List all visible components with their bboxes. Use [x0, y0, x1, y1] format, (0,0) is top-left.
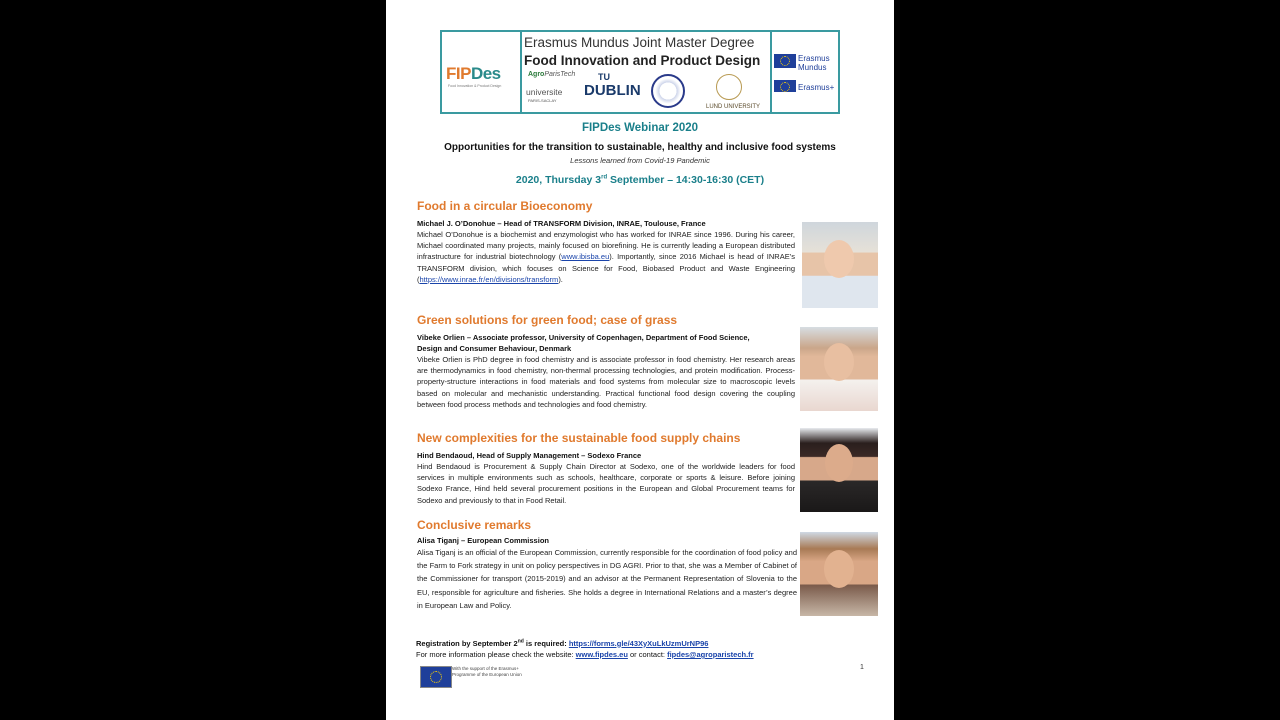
speaker-bio: Vibeke Orlien is PhD degree in food chemistry and is associate professor in food chemistry. Her research areas are thermodynamics in food chemistry, non-thermal processing technologies, and protein modification. Process-property-structure interactions in food materials and food systems from molecular size to macroscopic levels based on molecular and mechanistic understanding. Practical functional food design covering the coupling between food process methods and technologies and food chemistry. [417, 355, 795, 409]
registration-line: Registration by September 2nd is required: https://forms.gle/43XyXuLkUzmUrNP96 [416, 638, 709, 648]
banner-title-line2: Food Innovation and Product Design [524, 53, 761, 68]
webinar-title: FIPDes Webinar 2020 [581, 122, 699, 134]
speaker-name: Michael J. O’Donohue – Head of TRANSFORM Division, INRAE, Toulouse, France [417, 219, 706, 228]
webinar-tagline: Lessons learned from Covid-19 Pandemic [570, 156, 710, 165]
inrae-transform-link[interactable]: https://www.inrae.fr/en/divisions/transform [419, 274, 559, 284]
webinar-date: 2020, Thursday 3rd September – 14:30-16:30 (CET) [515, 174, 765, 186]
tu-dublin-logo-mark: TU [598, 72, 610, 82]
eu-flag-icon [420, 666, 452, 688]
erasmus-mundus-label: Erasmus Mundus [798, 54, 830, 72]
speaker-photo [800, 532, 878, 616]
eu-support-text: With the support of the Erasmus+ Programme of the European Union [452, 666, 522, 677]
ibisba-link[interactable]: www.ibisba.eu [561, 252, 610, 262]
banner-title-panel [520, 32, 772, 112]
eu-flag-icon [774, 80, 796, 92]
banner-logo-panel [442, 32, 522, 112]
website-link[interactable]: www.fipdes.eu [575, 650, 628, 659]
speaker-bio: Hind Bendaoud is Procurement & Supply Chain Director at Sodexo, one of the worldwide leaders for food services in multiple environments such as schools, healthcare, corporate or sports & leisure. Before joining Sodexo France, Hind held several procurement positions in the European and Global Procurement teams for Sodexo and previously to that in Food Retail. [417, 462, 795, 505]
header-banner [440, 30, 840, 114]
section-title: Green solutions for green food; case of grass [417, 313, 678, 327]
section-title: Conclusive remarks [417, 518, 532, 532]
info-line: For more information please check the website: www.fipdes.eu or contact: fipdes@agroparistech.fr [416, 650, 754, 659]
university-seal-icon [651, 74, 685, 108]
banner-title-line1: Erasmus Mundus Joint Master Degree [524, 35, 755, 50]
registration-link[interactable]: https://forms.gle/43XyXuLkUzmUrNP96 [568, 638, 709, 648]
fipdes-logo-subtitle: Food Innovation & Product Design [448, 84, 502, 88]
paris-saclay-logo: universite [526, 87, 563, 97]
speaker-photo [800, 327, 878, 411]
paris-saclay-logo-sub: PARIS-SACLAY [528, 98, 557, 103]
speaker-name: Alisa Tiganj – European Commission [417, 536, 549, 545]
contact-email-link[interactable]: fipdes@agroparistech.fr [667, 650, 754, 659]
speaker-name: Hind Bendaoud, Head of Supply Management – Sodexo France [417, 451, 642, 460]
document-page [386, 0, 894, 720]
webinar-subtitle: Opportunities for the transition to sustainable, healthy and inclusive food systems [444, 142, 836, 153]
lund-seal-icon [716, 74, 742, 100]
section-title: New complexities for the sustainable food supply chains [417, 431, 741, 445]
speaker-name: Vibeke Orlien – Associate professor, University of Copenhagen, Department of Food Science, Design and Consumer Behaviour, Denmark [417, 333, 750, 353]
fipdes-logo: FIPDes [446, 64, 501, 83]
section-title: Food in a circular Bioeconomy [417, 199, 593, 213]
tu-dublin-logo: DUBLIN [584, 82, 641, 99]
speaker-bio: Alisa Tiganj is an official of the European Commission, currently responsible for the coordination of food policy and the Farm to Fork strategy in unit on policy perspectives in DG AGRI. Prior to that, she was a Member of Cabinet of the Commissioner for transport (2015-2019) and an advisor at the Permanent Representation of Slovenia to the EU, responsible for agriculture and fisheries. She holds a degree in International Relations and a master’s degree in European Law and Policy. [417, 548, 797, 610]
speaker-photo [800, 428, 878, 512]
lund-university-logo: LUND UNIVERSITY [706, 104, 761, 110]
page-number: 1 [860, 664, 864, 671]
speaker-bio: Michael O’Donohue is a biochemist and enzymologist who has worked for INRAE since 1996. During his career, Michael coordinated many projects, mainly focused on biorefining. He is currently leading a European distributed infrastructure for industrial biotechnology (www.ibisba.eu). Importantly, since 2016 Michael is head of INRAE’s TRANSFORM division, which focuses on Science for Food, Biobased Product and Waste Engineering (https://www.inrae.fr/en/divisions/transform). [417, 230, 795, 284]
speaker-photo [802, 222, 878, 308]
eu-flag-icon [774, 54, 796, 68]
agroparistech-logo: AgroParisTech [528, 71, 576, 78]
erasmus-plus-label: Erasmus+ [798, 83, 835, 92]
banner-eu-panel [770, 32, 838, 112]
